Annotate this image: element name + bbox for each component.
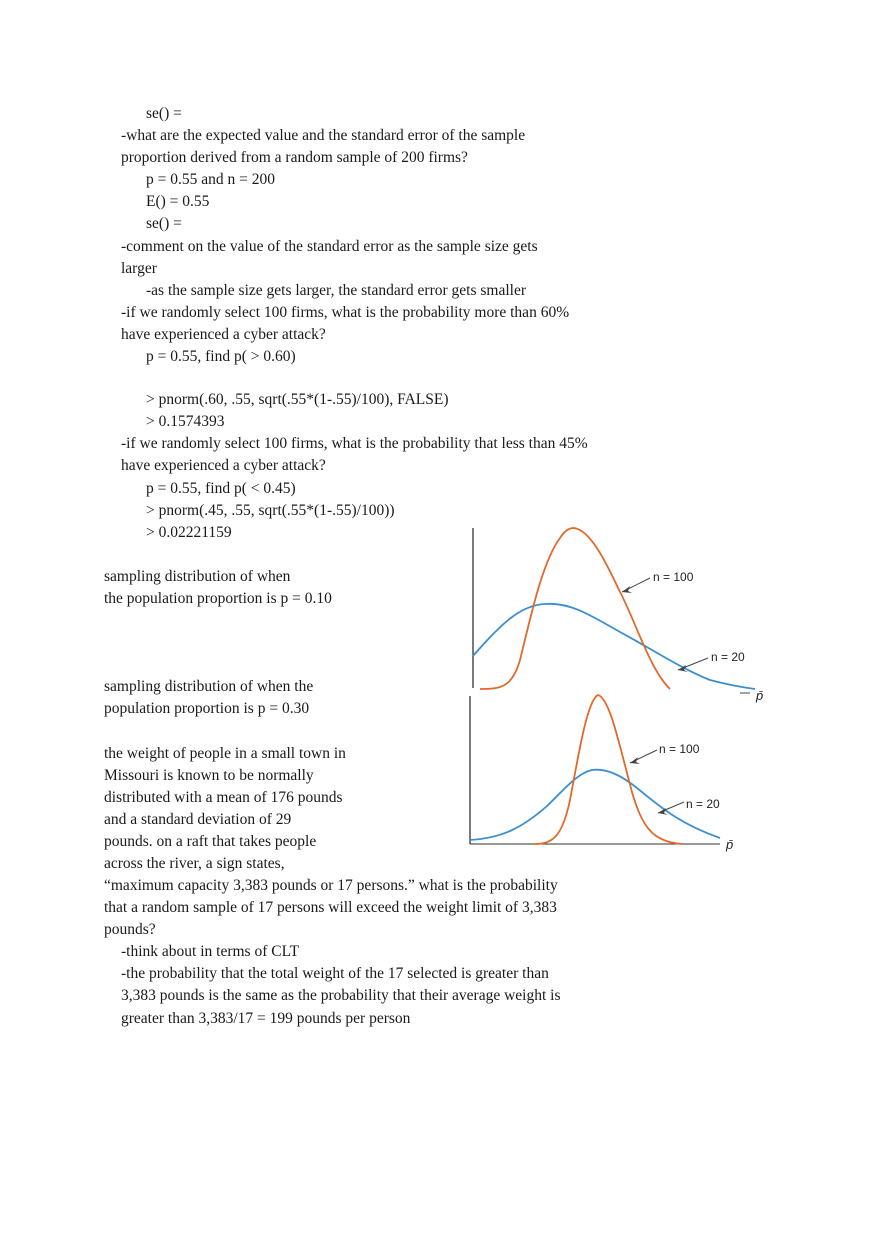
text-line: -what are the expected value and the standard error of the sample <box>121 127 526 144</box>
sampling-distribution-figure-p010 <box>460 520 780 705</box>
text-line: p = 0.55 and n = 200 <box>146 171 275 188</box>
text-line: proportion derived from a random sample of 200 firms? <box>121 149 468 166</box>
text-line: population proportion is p = 0.30 <box>104 700 310 717</box>
text-line: “maximum capacity 3,383 pounds or 17 persons.” what is the probability <box>104 877 558 894</box>
text-line: se() = <box>146 105 182 122</box>
text-line: the population proportion is p = 0.10 <box>104 590 332 607</box>
text-line: -if we randomly select 100 firms, what is the probability more than 60% <box>121 304 570 321</box>
text-line: pounds. on a raft that takes people <box>104 833 317 850</box>
text-line: p = 0.55, find p( < 0.45) <box>146 480 296 497</box>
text-line: 3,383 pounds is the same as the probability that their average weight is <box>121 987 561 1004</box>
text-line: across the river, a sign states, <box>104 855 285 872</box>
text-line: -if we randomly select 100 firms, what is the probability that less than 45% <box>121 435 588 452</box>
n100-arrowhead-icon <box>630 757 640 764</box>
text-line: the weight of people in a small town in <box>104 745 346 762</box>
text-line: greater than 3,383/17 = 199 pounds per person <box>121 1010 411 1027</box>
sampling-distribution-figure-p030 <box>462 688 772 858</box>
text-line: -the probability that the total weight of the 17 selected is greater than <box>121 965 549 982</box>
text-line: have experienced a cyber attack? <box>121 457 326 474</box>
curve-n100 <box>534 695 682 844</box>
text-line: sampling distribution of when <box>104 568 291 585</box>
label-n20: n = 20 <box>711 650 745 664</box>
text-line: Missouri is known to be normally <box>104 767 314 784</box>
text-line: -comment on the value of the standard error as the sample size gets <box>121 238 538 255</box>
curve-n20 <box>473 604 755 689</box>
curve-n20 <box>470 770 720 840</box>
code-line: > pnorm(.45, .55, sqrt(.55*(1-.55)/100)) <box>146 502 395 519</box>
text-line: distributed with a mean of 176 pounds <box>104 789 343 806</box>
text-line: p = 0.55, find p( > 0.60) <box>146 348 296 365</box>
text-line: -as the sample size gets larger, the standard error gets smaller <box>146 282 526 299</box>
text-line: have experienced a cyber attack? <box>121 326 326 343</box>
axis-label-pbar: p̄ <box>756 688 764 703</box>
text-line: E() = 0.55 <box>146 193 210 210</box>
code-line: > pnorm(.60, .55, sqrt(.55*(1-.55)/100), FALSE) <box>146 391 449 408</box>
text-line: sampling distribution of when the <box>104 678 314 695</box>
label-n100: n = 100 <box>653 570 694 584</box>
label-n20: n = 20 <box>686 797 720 811</box>
text-line: that a random sample of 17 persons will exceed the weight limit of 3,383 <box>104 899 557 916</box>
n100-arrowhead-icon <box>622 586 632 593</box>
axis-label-pbar: p̄ <box>726 837 734 852</box>
code-output: > 0.02221159 <box>146 524 232 541</box>
text-line: -think about in terms of CLT <box>121 943 300 960</box>
label-n100: n = 100 <box>659 742 700 756</box>
text-line: pounds? <box>104 921 156 938</box>
text-line: se() = <box>146 215 182 232</box>
text-line: and a standard deviation of 29 <box>104 811 292 828</box>
code-output: > 0.1574393 <box>146 413 225 430</box>
text-line: larger <box>121 260 157 277</box>
